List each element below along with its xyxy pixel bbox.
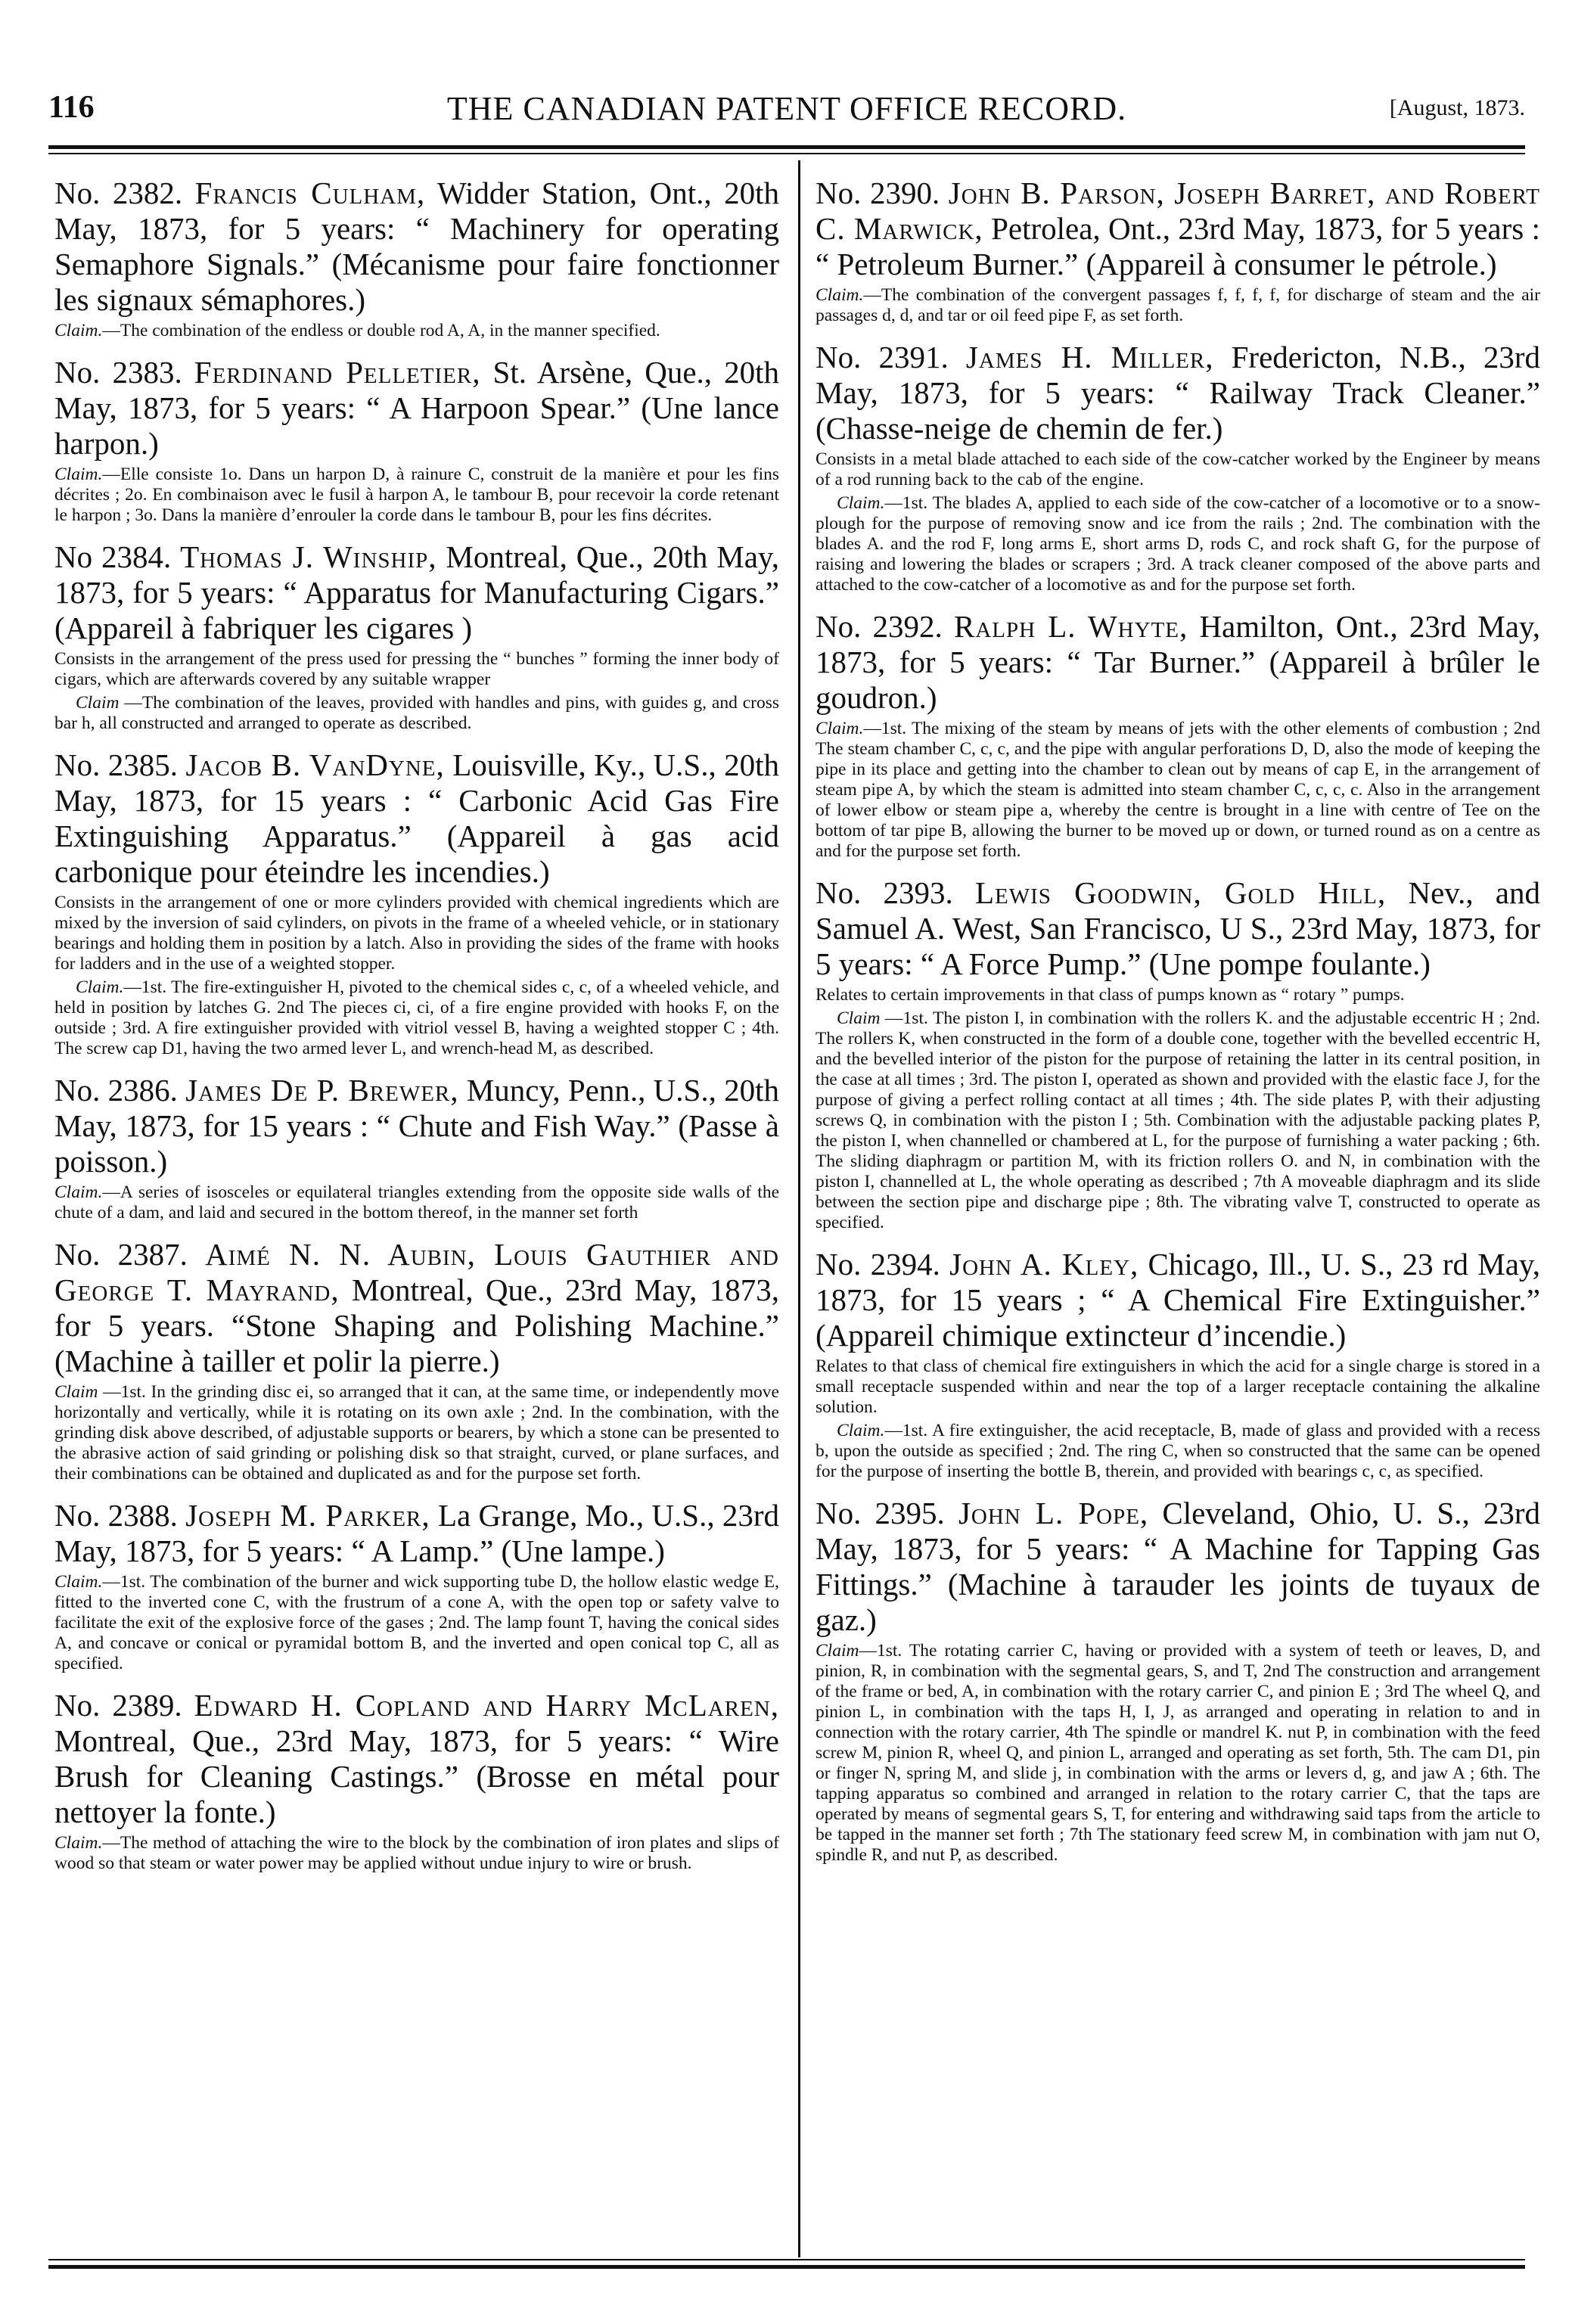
patent-entry — [54, 1237, 779, 1484]
patent-details: La Grange, Mo., U.S., 23rd May, 1873, for 5 years: “ A Lamp.” (Une lampe.) — [54, 1498, 779, 1568]
paragraph-body: —The combination of the endless or double rod A, A, in the manner specified. — [102, 321, 660, 340]
footer-rule-thick — [48, 2265, 1525, 2269]
paragraph-body: —1st. The combination of the burner and wick supporting tube D, the hollow elastic wedge E, fitted to the inverted cone C, with the frustrum of a cone A, with the open top or safety valve to facilitate the exit of the explosive force of the gases ; 2nd. The lamp fount T, having the conical sides A, and concave or conical or pyramidal bottom B, and the inverted and open conical top C, all as specified. — [54, 1572, 779, 1673]
claim-label: Claim. — [837, 493, 885, 513]
paragraph-body: —The combination of the convergent passages f, f, f, f, for discharge of steam and the air passages d, d, and tar or oil feed pipe F, as set forth. — [816, 285, 1540, 325]
patent-entry — [816, 176, 1540, 326]
inventor-names: Lewis Goodwin, Gold Hill, — [974, 875, 1387, 910]
running-header — [48, 89, 1525, 132]
claim-label: Claim — [76, 693, 120, 713]
claim-text — [816, 719, 1540, 862]
patent-details: Petrolea, Ont., 23rd May, 1873, for 5 years : “ Petroleum Burner.” (Appareil à consumer le pétrole.) — [816, 211, 1540, 281]
paragraph-body: —1st. The mixing of the steam by means of jets with the other elements of combustion ; 2nd The steam chamber C, c, c, and the pipe with angular perforations D, D, also the mode of keeping the pipe in its place and getting into the chamber to clean out by means of cap E, in the arrangement of steam pipe A, by which the steam is admitted into steam chamber C, c, c, c. Also in the arrangement of lower elbow or steam pipe a, whereby the centre is brought in a line with centre of Tee on the bottom of tar pipe B, allowing the burner to be moved up or down, or turned round as on a centre as and for the purpose set forth. — [816, 719, 1540, 861]
patent-details: Hamilton, Ont., 23rd May, 1873, for 5 years: “ Tar Burner.” (Appareil à brûler le goudron.) — [816, 609, 1540, 715]
entry-heading — [54, 1237, 779, 1379]
claim-label: Claim. — [816, 719, 864, 738]
patent-details: Montreal, Que., 23rd May, 1873, for 5 years: “ Wire Brush for Cleaning Castings.” (Brosse en métal pour nettoyer la fonte.) — [54, 1723, 779, 1829]
patent-number: No. 2387. — [54, 1237, 188, 1272]
patent-details: Nev., and Samuel A. West, San Francisco, U S., 23rd May, 1873, for 5 years: “ A Force Pump.” (Une pompe foulante.) — [816, 875, 1540, 981]
right-column — [816, 176, 1540, 2248]
patent-details: Cleveland, Ohio, U. S., 23rd May, 1873, for 5 years: “ A Machine for Tapping Gas Fittings.” (Machine à tarauder les joints de tuyaux de gaz.) — [816, 1496, 1540, 1637]
left-column — [54, 176, 779, 2248]
patent-details: Louisville, Ky., U.S., 20th May, 1873, for 15 years : “ Carbonic Acid Gas Fire Extinguishing Apparatus.” (Appareil à gas acid carbonique pour éteindre les incendies.) — [54, 747, 779, 889]
paragraph-body: —1st. In the grinding disc ei, so arranged that it can, at the same time, or independently move horizontally and vertically, while it is rotating on its own axle ; 2nd. In the combination, with the grinding disk above described, of adjustable supports or bearers, by which a stone can be presented to the abrasive action of said grinding or polishing disk so that straight, curved, or plane surfaces, and their combinations can be obtained and duplicated as and for the purpose set forth. — [54, 1382, 779, 1484]
claim-text — [816, 493, 1540, 595]
entry-heading — [816, 340, 1540, 446]
patent-entry — [816, 1496, 1540, 1866]
patent-entry — [816, 875, 1540, 1233]
description-text — [816, 1356, 1540, 1418]
inventor-names: Ralph L. Whyte, — [953, 609, 1188, 644]
paragraph-body: —1st. The piston I, in combination with the rollers K. and the adjustable eccentric H ; 2nd. The rollers K, when constructed in the form of a double cone, together with the bevelled eccentric H, and the bevelled interior of the piston for the purpose of retaining the latter in its central position, in the case at all times ; 3rd. The piston I, operated as shown and provided with the elastic face J, for the purpose of giving a perfect rolling contact at all times ; 4th. The side plates P, with their adjusting screws Q, in combination with the piston I ; 5th. Combination with the adjustable packing plates P, the piston I, when channelled or chambered at L, for the purpose of furnishing a water packing ; 6th. The sliding diaphragm or partition M, with its friction rollers O. and N, in combination with the piston I, channelled at L, the whole operating as described ; 7th A moveable diaphragm and its slide between the section pipe and discharge pipe ; 8th. The vibrating valve T, constructed to operate as specified. — [816, 1008, 1540, 1232]
claim-text — [54, 1182, 779, 1223]
patent-details: Montreal, Que., 23rd May, 1873, for 5 years. “Stone Shaping and Polishing Machine.” (Machine à tailler et polir la pierre.) — [54, 1272, 779, 1378]
patent-details: Montreal, Que., 20th May, 1873, for 5 years: “ Apparatus for Manufacturing Cigars.” (Appareil à fabriquer les cigares ) — [54, 539, 779, 645]
claim-text — [54, 1572, 779, 1674]
inventor-names: James De P. Brewer, — [185, 1073, 459, 1108]
patent-details: Chicago, Ill., U. S., 23 rd May, 1873, for 15 years ; “ A Chemical Fire Extinguisher.” (Appareil chimique extincteur d’incendie.) — [816, 1247, 1540, 1353]
patent-entry — [54, 1073, 779, 1223]
patent-entry — [54, 176, 779, 341]
inventor-names: Jacob B. VanDyne, — [185, 747, 445, 782]
claim-text — [54, 693, 779, 734]
claim-label: Claim. — [54, 464, 103, 484]
claim-text — [54, 464, 779, 526]
claim-text — [54, 977, 779, 1059]
patent-details: Widder Station, Ont., 20th May, 1873, for 5 years: “ Machinery for operating Semaphore Signals.” (Mécanisme pour faire fonctionner les signaux sémaphores.) — [54, 176, 779, 317]
patent-number: No. 2392. — [816, 609, 943, 644]
paragraph-body: —The combination of the leaves, provided with handles and pins, with guides g, and cross bar h, all constructed and arranged to operate as described. — [54, 693, 779, 733]
patent-entry — [816, 340, 1540, 595]
entry-heading — [54, 539, 779, 646]
patent-entry — [54, 539, 779, 734]
entry-heading — [816, 1496, 1540, 1638]
claim-text — [54, 1382, 779, 1484]
paragraph-body: Consists in a metal blade attached to each side of the cow-catcher worked by the Engineer by means of a rod running back to the cab of the engine. — [816, 449, 1540, 489]
description-text — [816, 985, 1540, 1005]
claim-text — [816, 1421, 1540, 1482]
claim-label: Claim. — [54, 321, 103, 340]
patent-number: No. 2388. — [54, 1498, 178, 1533]
claim-label: Claim. — [54, 1182, 103, 1202]
patent-number: No. 2394. — [816, 1247, 940, 1282]
paragraph-body: —The method of attaching the wire to the block by the combination of iron plates and slips of wood so that steam or water power may be applied without undue injury to wire or brush. — [54, 1833, 779, 1873]
patent-number: No. 2393. — [816, 875, 953, 910]
claim-text — [816, 285, 1540, 326]
claim-text — [54, 1833, 779, 1874]
paragraph-body: —1st. The blades A, applied to each side of the cow-catcher of a locomotive or to a snow-plough for the purpose of removing snow and ice from the rails ; 2nd. The combination with the blades A. and the rod F, long arms E, short arms D, rods C, and rock shaft G, for the purpose of raising and lowering the blades or scrapers ; 3rd. A track cleaner composed of the above parts and attached to the cow-catcher of a locomotive as and for the purpose set forth. — [816, 493, 1540, 595]
paragraph-body: —1st. The rotating carrier C, having or provided with a system of teeth or leaves, D, and pinion, R, in combination with the segmental gears, S, and T, 2nd The construction and arrangement of the frame or bed, A, in combination with the rotary carrier C, and pinion E ; 3rd The wheel Q, and pinion L, in combination with the taps H, I, J, as arranged and operating in relation to and in connection with the rotary carrier, 4th The spindle or mandrel K. nut P, in combination with the feed screw M, pinion R, wheel Q, and pinion L, arranged and operating as set forth, 5th. The cam D1, pin or finger N, spring M, and slide j, in combination with the arms or levers d, g, and jaw A ; 6th. The tapping apparatus so combined and arranged in relation to the rotary carrier C, that the taps are operated by means of segmental gears S, T, for entering and withdrawing said taps from the article to be tapped in the manner set forth ; 7th The stationary feed screw M, in combination with jam nut O, spindle R, and nut P, as described. — [816, 1641, 1540, 1865]
patent-entry — [54, 1688, 779, 1874]
claim-text — [816, 1008, 1540, 1233]
publication-title: THE CANADIAN PATENT OFFICE RECORD. — [446, 90, 1127, 127]
claim-label: Claim — [837, 1008, 881, 1028]
inventor-names: Thomas J. Winship, — [180, 539, 437, 574]
patent-entry — [54, 1498, 779, 1674]
patent-details: Muncy, Penn., U.S., 20th May, 1873, for 15 years : “ Chute and Fish Way.” (Passe à poisson.) — [54, 1073, 779, 1179]
inventor-names: James H. Miller, — [965, 340, 1214, 374]
description-text — [816, 449, 1540, 490]
patent-number: No. 2386. — [54, 1073, 178, 1108]
footer-rule-thin — [48, 2259, 1525, 2260]
patent-number: No 2384. — [54, 539, 172, 574]
patent-entry — [816, 609, 1540, 862]
issue-date: [August, 1873. — [1389, 95, 1525, 120]
patent-number: No. 2382. — [54, 176, 183, 210]
patent-details: St. Arsène, Que., 20th May, 1873, for 5 years: “ A Harpoon Spear.” (Une lance harpon.) — [54, 355, 779, 461]
patent-details: Fredericton, N.B., 23rd May, 1873, for 5 years: “ Railway Track Cleaner.” (Chasse-neige de chemin de fer.) — [816, 340, 1540, 446]
patent-number: No. 2391. — [816, 340, 949, 374]
paragraph-body: —1st. The fire-extinguisher H, pivoted to the chemical sides c, c, of a wheeled vehicle, and held in position by latches G. 2nd The pieces ci, ci, of a fire engine provided with hooks F, on the outside ; 3rd. A fire extinguisher provided with vitriol vessel B, having a weighted stopper C ; 4th. The screw cap D1, having the two armed lever L, and wrench-head M, as described. — [54, 977, 779, 1058]
entry-heading — [816, 176, 1540, 282]
patent-entry — [54, 355, 779, 526]
claim-label: Claim. — [76, 977, 124, 997]
page-number: 116 — [48, 90, 95, 125]
patent-number: No. 2390. — [816, 176, 940, 210]
claim-label: Claim. — [837, 1421, 885, 1440]
inventor-names: Ferdinand Pelletier, — [194, 355, 481, 390]
inventor-names: Edward H. Copland and Harry McLaren, — [194, 1688, 779, 1723]
claim-label: Claim — [54, 1382, 98, 1402]
entry-heading — [54, 1498, 779, 1569]
claim-text — [54, 321, 779, 341]
paragraph-body: Consists in the arrangement of the press used for pressing the “ bunches ” forming the inner body of cigars, which are afterwards covered by any suitable wrapper — [54, 649, 779, 689]
entry-heading — [54, 1688, 779, 1830]
description-text — [54, 649, 779, 690]
column-divider — [798, 160, 800, 2257]
paragraph-body: Relates to certain improvements in that class of pumps known as “ rotary ” pumps. — [816, 985, 1405, 1005]
header-rule-thick — [48, 145, 1525, 149]
entry-heading — [54, 355, 779, 461]
entry-heading — [54, 176, 779, 318]
paragraph-body: —A series of isosceles or equilateral triangles extending from the opposite side walls of the chute of a dam, and laid and secured in the bottom thereof, in the manner set forth — [54, 1182, 779, 1223]
entry-heading — [816, 875, 1540, 982]
paragraph-body: —1st. A fire extinguisher, the acid receptacle, B, made of glass and provided with a recess b, upon the outside as specified ; 2nd. The ring C, when so constructed that the same can be opened for the purpose of inserting the bottle B, therein, and provided with bearings c, c, as specified. — [816, 1421, 1540, 1481]
inventor-names: Aimé N. N. Aubin, Louis Gauthier and George T. Mayrand, — [54, 1237, 779, 1307]
entry-heading — [54, 1073, 779, 1179]
inventor-names: Joseph M. Parker, — [185, 1498, 430, 1533]
patent-entry — [816, 1247, 1540, 1482]
patent-number: No. 2385. — [54, 747, 179, 782]
inventor-names: John B. Parson, Joseph Barret, and Robert C. Marwick, — [816, 176, 1540, 246]
inventor-names: John A. Kley, — [949, 1247, 1139, 1282]
patent-number: No. 2389. — [54, 1688, 182, 1723]
description-text — [54, 893, 779, 974]
paragraph-body: —Elle consiste 1o. Dans un harpon D, à rainure C, construit de la manière et pour les fins décrites ; 2o. En combinaison avec le fusil à harpon A, le tambour B, pour recevoir la corde retenant le harpon ; 3o. Dans la manière d’enrouler la corde dans le tambour B, pour les fins décrites. — [54, 464, 779, 525]
header-rule-thin — [48, 153, 1525, 154]
patent-number: No. 2383. — [54, 355, 182, 390]
claim-label: Claim. — [54, 1572, 103, 1592]
claim-label: Claim — [816, 1641, 859, 1661]
patent-number: No. 2395. — [816, 1496, 945, 1530]
paragraph-body: Consists in the arrangement of one or more cylinders provided with chemical ingredients which are mixed by the inversion of said cylinders, on pivots in the frame of a wheeled vehicle, or in stationary bearings and holding them in position by a latch. Also in providing the sides of the frame with hooks for ladders and in the use of a weighted stopper. — [54, 893, 779, 974]
entry-heading — [816, 609, 1540, 716]
entry-heading — [816, 1247, 1540, 1353]
claim-label: Claim. — [816, 285, 864, 305]
claim-text — [816, 1641, 1540, 1866]
paragraph-body: Relates to that class of chemical fire extinguishers in which the acid for a single charge is stored in a small receptacle suspended within and near the top of a larger receptacle containing the alkaline solution. — [816, 1356, 1540, 1417]
inventor-names: Francis Culham, — [194, 176, 426, 210]
entry-heading — [54, 747, 779, 890]
patent-entry — [54, 747, 779, 1059]
inventor-names: John L. Pope, — [958, 1496, 1149, 1530]
claim-label: Claim. — [54, 1833, 103, 1853]
